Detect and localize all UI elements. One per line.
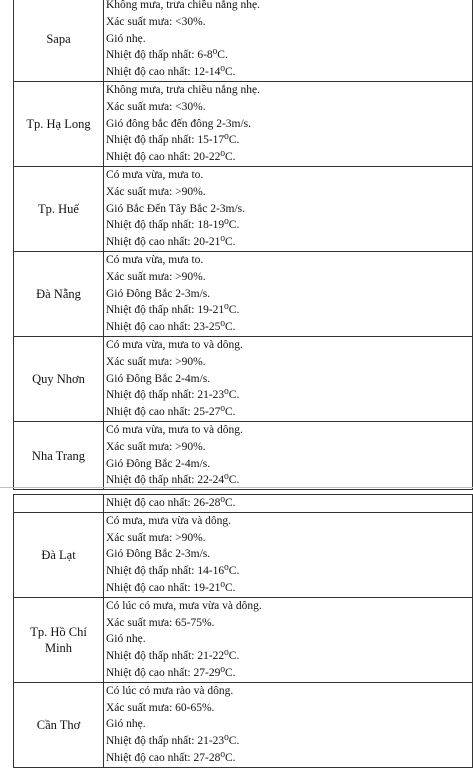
city-name: Nha Trang [14,421,104,489]
forecast-line: Không mưa, trưa chiều nắng nhẹ. [106,83,260,96]
forecast-line: Nhiệt độ cao nhất: 26-28⁰C. [106,497,236,509]
forecast-line: Có mưa vừa, mưa to. [106,253,204,266]
forecast-line: Gió Đông Bắc 2-4m/s. [106,457,211,470]
forecast-row [14,81,473,166]
forecast-table-body [14,0,473,490]
forecast-line: Xác suất mưa: <30%. [106,15,206,28]
forecast-line: Nhiệt độ cao nhất: 25-27⁰C. [106,406,236,419]
forecast-table-body [14,495,473,768]
forecast-details [104,251,473,336]
forecast-line: Nhiệt độ thấp nhất: 22-24⁰C. [106,474,240,487]
forecast-line: Nhiệt độ cao nhất: 20-22⁰C. [106,151,236,164]
forecast-line: Gió Đông Bắc 2-3m/s. [106,548,211,561]
forecast-row [14,682,473,767]
city-name: Cần Thơ [14,682,104,767]
forecast-line: Nhiệt độ cao nhất: 27-29⁰C. [106,666,236,679]
forecast-line: Có lúc có mưa, mưa vừa và dông. [106,599,262,612]
city-name: Tp. Hạ Long [14,81,104,166]
forecast-row [14,251,473,336]
forecast-line: Gió Đông Bắc 2-3m/s. [106,287,211,300]
forecast-line: Gió nhẹ. [106,718,146,731]
forecast-details [104,0,473,81]
forecast-line: Nhiệt độ thấp nhất: 19-21⁰C. [106,304,240,317]
forecast-row [14,495,473,513]
forecast-line: Nhiệt độ cao nhất: 27-28⁰C. [106,751,236,764]
forecast-line: Nhiệt độ thấp nhất: 14-16⁰C. [106,565,240,578]
city-name: Quy Nhơn [14,336,104,421]
forecast-details [104,682,473,767]
forecast-line: Xác suất mưa: >90%. [106,531,206,544]
forecast-row [14,166,473,251]
forecast-line: Xác suất mưa: 65-75%. [106,616,215,629]
forecast-line: Xác suất mưa: <30%. [106,100,206,113]
page-break-divider [0,487,473,488]
forecast-line: Gió nhẹ. [106,32,146,45]
city-name: Tp. Huế [14,166,104,251]
forecast-details [104,512,473,597]
city-name: Đà Nẵng [14,251,104,336]
forecast-row [14,336,473,421]
city-name: Tp. Hồ Chí Minh [14,597,104,682]
forecast-details [104,166,473,251]
forecast-line: Có mưa vừa, mưa to và dông. [106,338,243,351]
forecast-row [14,597,473,682]
forecast-line: Nhiệt độ thấp nhất: 6-8⁰C. [106,49,228,62]
forecast-details [104,81,473,166]
forecast-line: Nhiệt độ thấp nhất: 15-17⁰C. [106,134,240,147]
forecast-line: Nhiệt độ cao nhất: 20-21⁰C. [106,236,236,249]
forecast-line: Có lúc có mưa rào và dông. [106,684,234,697]
forecast-line: Xác suất mưa: >90%. [106,355,206,368]
forecast-details [104,336,473,421]
forecast-line: Nhiệt độ thấp nhất: 21-22⁰C. [106,650,240,663]
forecast-table [13,0,473,490]
forecast-row [14,421,473,489]
city-name [14,495,104,513]
forecast-line: Gió nhẹ. [106,633,146,646]
forecast-details [104,421,473,489]
forecast-row [14,512,473,597]
forecast-line: Nhiệt độ thấp nhất: 21-23⁰C. [106,735,240,748]
forecast-line: Có mưa vừa, mưa to. [106,168,204,181]
forecast-line: Nhiệt độ thấp nhất: 18-19⁰C. [106,219,240,232]
forecast-line: Nhiệt độ cao nhất: 19-21⁰C. [106,581,236,594]
forecast-line: Xác suất mưa: >90%. [106,185,206,198]
forecast-line: Có mưa vừa, mưa to và dông. [106,423,243,436]
forecast-line: Xác suất mưa: >90%. [106,270,206,283]
city-name: Đà Lạt [14,512,104,597]
forecast-line: Gió đông bắc đến đông 2-3m/s. [106,117,252,130]
forecast-table-continued [13,494,473,768]
forecast-line: Gió Bắc Đến Tây Bắc 2-3m/s. [106,202,246,215]
forecast-line: Nhiệt độ cao nhất: 23-25⁰C. [106,321,236,334]
forecast-line: Gió Đông Bắc 2-4m/s. [106,372,211,385]
city-name: Sapa [14,0,104,81]
forecast-details [104,495,473,513]
forecast-table-page-1 [13,0,460,490]
forecast-table-page-2 [13,494,460,768]
forecast-line: Nhiệt độ thấp nhất: 21-23⁰C. [106,389,240,402]
forecast-line: Xác suất mưa: >90%. [106,440,206,453]
forecast-line: Nhiệt độ cao nhất: 12-14⁰C. [106,66,236,79]
forecast-line: Xác suất mưa: 60-65%. [106,701,215,714]
forecast-line: Không mưa, trưa chiều nắng nhẹ. [106,0,260,11]
forecast-row [14,0,473,81]
forecast-details [104,597,473,682]
forecast-line: Có mưa, mưa vừa và dông. [106,514,232,527]
